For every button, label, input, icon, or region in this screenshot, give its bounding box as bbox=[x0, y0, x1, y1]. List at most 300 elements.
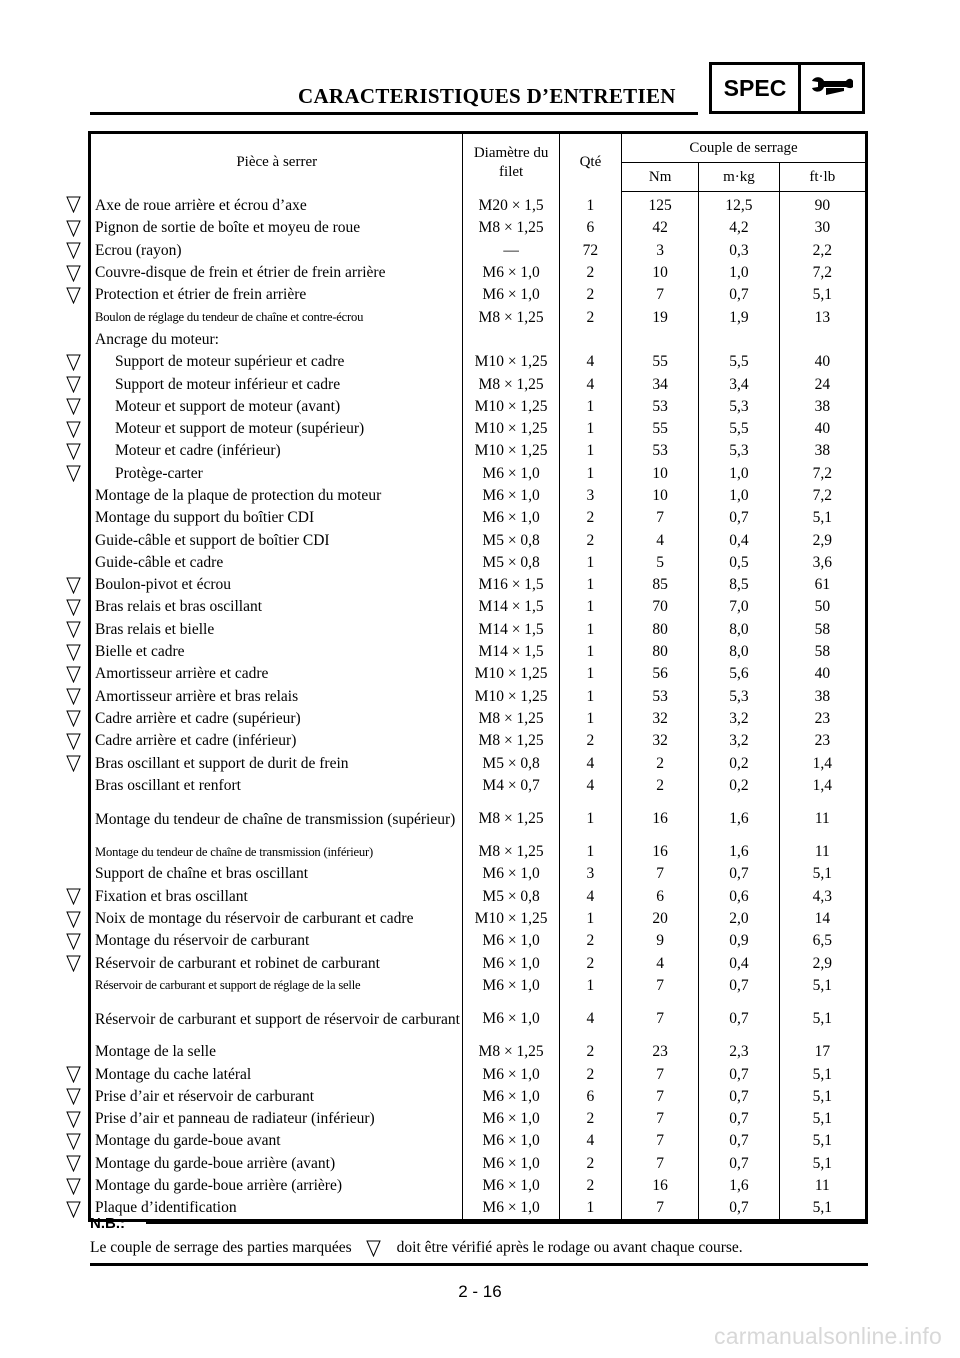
check-triangle-icon bbox=[66, 220, 81, 237]
cell-qty: 4 bbox=[559, 775, 621, 797]
cell-name: Axe de roue arrière et écrou d’axe bbox=[95, 196, 307, 214]
cell-qty: 1 bbox=[559, 663, 621, 685]
cell-qty: 1 bbox=[559, 596, 621, 618]
cell-nm: 7 bbox=[622, 997, 699, 1041]
cell-qty: 3 bbox=[559, 485, 621, 507]
cell-diam: M16 × 1,5 bbox=[463, 574, 559, 596]
cell-qty: 1 bbox=[559, 552, 621, 574]
cell-mkg: 3,2 bbox=[699, 708, 779, 730]
cell-name: Montage du tendeur de chaîne de transmission (supérieur) bbox=[95, 810, 456, 828]
cell-ftlb: 2,2 bbox=[779, 240, 866, 262]
cell-name: Moteur et support de moteur (supérieur) bbox=[115, 420, 365, 438]
table-row bbox=[90, 686, 867, 708]
cell-mkg: 1,6 bbox=[699, 797, 779, 841]
cell-ftlb: 5,1 bbox=[779, 1108, 866, 1130]
table-row bbox=[90, 329, 867, 351]
cell-qty: 2 bbox=[559, 953, 621, 975]
table-row bbox=[90, 953, 867, 975]
cell-nm: 16 bbox=[622, 841, 699, 863]
cell-mkg: 1,6 bbox=[699, 1175, 779, 1197]
cell-qty: 6 bbox=[559, 217, 621, 239]
cell-name: Ecrou (rayon) bbox=[95, 241, 182, 259]
cell-nm: 16 bbox=[622, 1175, 699, 1197]
table-row bbox=[90, 1108, 867, 1130]
cell-name: Moteur et support de moteur (avant) bbox=[115, 397, 341, 415]
cell-name: Montage du tendeur de chaîne de transmission (inférieur) bbox=[95, 844, 374, 859]
cell-nm: 4 bbox=[622, 953, 699, 975]
cell-mkg: 0,7 bbox=[699, 507, 779, 529]
cell-name: Réservoir de carburant et support de réservoir de carburant bbox=[95, 1010, 460, 1028]
cell-diam: M5 × 0,8 bbox=[463, 752, 559, 774]
cell-diam: M8 × 1,25 bbox=[463, 841, 559, 863]
cell-mkg: 3,4 bbox=[699, 373, 779, 395]
cell-nm: 7 bbox=[622, 975, 699, 997]
cell-qty: 1 bbox=[559, 440, 621, 462]
cell-name: Boulon de réglage du tendeur de chaîne et contre-écrou bbox=[95, 310, 364, 325]
cell-name: Couvre-disque de frein et étrier de frein arrière bbox=[95, 264, 386, 282]
cell-diam: M6 × 1,0 bbox=[463, 975, 559, 997]
cell-nm: 3 bbox=[622, 240, 699, 262]
cell-name: Fixation et bras oscillant bbox=[95, 887, 248, 905]
cell-qty: 4 bbox=[559, 886, 621, 908]
cell-mkg: 1,0 bbox=[699, 485, 779, 507]
cell-mkg: 0,9 bbox=[699, 930, 779, 952]
check-triangle-icon bbox=[66, 443, 81, 460]
table-row bbox=[90, 1086, 867, 1108]
cell-mkg: 1,6 bbox=[699, 841, 779, 863]
cell-ftlb: 14 bbox=[779, 908, 866, 930]
check-triangle-icon bbox=[66, 733, 81, 750]
cell-mkg: 0,7 bbox=[699, 1130, 779, 1152]
cell-ftlb: 11 bbox=[779, 841, 866, 863]
header-part: Pièce à serrer bbox=[236, 154, 318, 171]
cell-diam: M14 × 1,5 bbox=[463, 596, 559, 618]
check-triangle-icon bbox=[66, 242, 81, 259]
header-diameter: Diamètre du filet bbox=[463, 133, 559, 192]
table-row bbox=[90, 730, 867, 752]
cell-diam: M8 × 1,25 bbox=[463, 373, 559, 395]
cell-mkg: 8,0 bbox=[699, 619, 779, 641]
cell-diam: M6 × 1,0 bbox=[463, 1130, 559, 1152]
table-row bbox=[90, 507, 867, 529]
cell-ftlb: 38 bbox=[779, 396, 866, 418]
check-triangle-icon bbox=[66, 287, 81, 304]
cell-ftlb: 2,9 bbox=[779, 529, 866, 551]
cell-qty: 1 bbox=[559, 1197, 621, 1221]
cell-ftlb: 3,6 bbox=[779, 552, 866, 574]
cell-qty: 1 bbox=[559, 463, 621, 485]
table-row bbox=[90, 863, 867, 885]
cell-mkg bbox=[699, 329, 779, 351]
cell-qty: 4 bbox=[559, 1130, 621, 1152]
cell-nm: 53 bbox=[622, 686, 699, 708]
cell-mkg: 3,2 bbox=[699, 730, 779, 752]
cell-nm: 7 bbox=[622, 863, 699, 885]
cell-mkg: 0,7 bbox=[699, 1108, 779, 1130]
spec-badge bbox=[709, 62, 865, 114]
header-torque: Couple de serrage bbox=[622, 133, 867, 163]
cell-ftlb: 23 bbox=[779, 730, 866, 752]
spec-label: SPEC bbox=[712, 65, 801, 111]
cell-qty: 1 bbox=[559, 574, 621, 596]
cell-diam: M10 × 1,25 bbox=[463, 418, 559, 440]
cell-ftlb: 7,2 bbox=[779, 262, 866, 284]
cell-name: Prise d’air et réservoir de carburant bbox=[95, 1087, 315, 1105]
check-triangle-icon bbox=[66, 465, 81, 482]
cell-mkg: 0,4 bbox=[699, 953, 779, 975]
watermark: carmanualsonline.info bbox=[714, 1323, 942, 1349]
table-row bbox=[90, 373, 867, 395]
table-row bbox=[90, 1197, 867, 1221]
cell-nm: 34 bbox=[622, 373, 699, 395]
cell-ftlb: 61 bbox=[779, 574, 866, 596]
cell-ftlb: 58 bbox=[779, 641, 866, 663]
cell-ftlb: 38 bbox=[779, 686, 866, 708]
cell-nm bbox=[622, 329, 699, 351]
cell-name: Montage du support du boîtier CDI bbox=[95, 509, 315, 527]
cell-qty: 1 bbox=[559, 708, 621, 730]
cell-nm: 7 bbox=[622, 284, 699, 306]
cell-name: Ancrage du moteur: bbox=[95, 330, 219, 348]
table-row bbox=[90, 217, 867, 239]
cell-name: Guide-câble et support de boîtier CDI bbox=[95, 531, 330, 549]
cell-nm: 10 bbox=[622, 485, 699, 507]
cell-ftlb: 5,1 bbox=[779, 507, 866, 529]
cell-mkg: 4,2 bbox=[699, 217, 779, 239]
table-row bbox=[90, 240, 867, 262]
wrench-icon bbox=[801, 65, 862, 111]
cell-name: Cadre arrière et cadre (inférieur) bbox=[95, 732, 297, 750]
cell-name: Montage du garde-boue arrière (arrière) bbox=[95, 1177, 342, 1195]
cell-ftlb: 40 bbox=[779, 663, 866, 685]
cell-ftlb: 2,9 bbox=[779, 953, 866, 975]
table-row bbox=[90, 886, 867, 908]
cell-ftlb: 1,4 bbox=[779, 752, 866, 774]
cell-nm: 4 bbox=[622, 529, 699, 551]
cell-ftlb: 13 bbox=[779, 306, 866, 328]
cell-qty: 2 bbox=[559, 262, 621, 284]
cell-nm: 7 bbox=[622, 1063, 699, 1085]
cell-name: Bras relais et bielle bbox=[95, 620, 215, 638]
cell-mkg: 5,5 bbox=[699, 418, 779, 440]
cell-diam: M10 × 1,25 bbox=[463, 351, 559, 373]
cell-ftlb: 5,1 bbox=[779, 1063, 866, 1085]
check-triangle-icon bbox=[66, 265, 81, 282]
cell-mkg: 0,5 bbox=[699, 552, 779, 574]
check-triangle-icon bbox=[66, 621, 81, 638]
table-row bbox=[90, 192, 867, 218]
check-triangle-icon bbox=[66, 888, 81, 905]
cell-nm: 42 bbox=[622, 217, 699, 239]
cell-mkg: 5,3 bbox=[699, 440, 779, 462]
cell-nm: 7 bbox=[622, 1086, 699, 1108]
cell-ftlb: 40 bbox=[779, 418, 866, 440]
table-row bbox=[90, 1041, 867, 1063]
cell-diam: M14 × 1,5 bbox=[463, 619, 559, 641]
table-row bbox=[90, 485, 867, 507]
cell-diam: M10 × 1,25 bbox=[463, 908, 559, 930]
check-triangle-icon bbox=[66, 710, 81, 727]
check-triangle-icon bbox=[66, 196, 81, 213]
cell-nm: 19 bbox=[622, 306, 699, 328]
cell-qty: 4 bbox=[559, 752, 621, 774]
cell-ftlb: 6,5 bbox=[779, 930, 866, 952]
cell-name: Montage du garde-boue avant bbox=[95, 1132, 281, 1150]
cell-ftlb: 5,1 bbox=[779, 284, 866, 306]
cell-qty: 2 bbox=[559, 1153, 621, 1175]
cell-diam bbox=[463, 329, 559, 351]
cell-mkg: 0,7 bbox=[699, 1153, 779, 1175]
cell-nm: 23 bbox=[622, 1041, 699, 1063]
table-row bbox=[90, 975, 867, 997]
cell-mkg: 12,5 bbox=[699, 192, 779, 218]
header-qty: Qté bbox=[559, 133, 621, 192]
cell-qty: 2 bbox=[559, 1108, 621, 1130]
cell-mkg: 7,0 bbox=[699, 596, 779, 618]
check-triangle-icon bbox=[366, 1240, 381, 1257]
cell-ftlb: 4,3 bbox=[779, 886, 866, 908]
cell-qty: 6 bbox=[559, 1086, 621, 1108]
table-row bbox=[90, 797, 867, 841]
cell-mkg: 0,7 bbox=[699, 1086, 779, 1108]
table-row bbox=[90, 306, 867, 328]
cell-nm: 6 bbox=[622, 886, 699, 908]
check-triangle-icon bbox=[66, 1066, 81, 1083]
cell-qty: 1 bbox=[559, 641, 621, 663]
check-triangle-icon bbox=[66, 376, 81, 393]
cell-ftlb: 24 bbox=[779, 373, 866, 395]
cell-nm: 55 bbox=[622, 418, 699, 440]
cell-qty: 1 bbox=[559, 619, 621, 641]
cell-qty: 1 bbox=[559, 841, 621, 863]
cell-diam: M6 × 1,0 bbox=[463, 863, 559, 885]
cell-mkg: 8,5 bbox=[699, 574, 779, 596]
check-triangle-icon bbox=[66, 688, 81, 705]
cell-nm: 7 bbox=[622, 507, 699, 529]
cell-nm: 32 bbox=[622, 708, 699, 730]
cell-diam: M6 × 1,0 bbox=[463, 1086, 559, 1108]
cell-nm: 7 bbox=[622, 1108, 699, 1130]
cell-mkg: 0,7 bbox=[699, 863, 779, 885]
table-row bbox=[90, 552, 867, 574]
cell-mkg: 5,6 bbox=[699, 663, 779, 685]
cell-ftlb: 5,1 bbox=[779, 975, 866, 997]
cell-qty: 1 bbox=[559, 192, 621, 218]
cell-name: Cadre arrière et cadre (supérieur) bbox=[95, 709, 301, 727]
header-nm: Nm bbox=[622, 163, 699, 192]
note-text-before: Le couple de serrage des parties marquées bbox=[90, 1239, 352, 1256]
cell-diam: M6 × 1,0 bbox=[463, 930, 559, 952]
check-triangle-icon bbox=[66, 1155, 81, 1172]
table-row bbox=[90, 775, 867, 797]
cell-name: Support de moteur inférieur et cadre bbox=[115, 375, 341, 393]
cell-mkg: 8,0 bbox=[699, 641, 779, 663]
table-row bbox=[90, 1175, 867, 1197]
note-text bbox=[90, 1239, 743, 1257]
check-triangle-icon bbox=[66, 644, 81, 661]
cell-diam: M5 × 0,8 bbox=[463, 529, 559, 551]
note-label: N.B.: bbox=[90, 1215, 125, 1232]
cell-mkg: 5,5 bbox=[699, 351, 779, 373]
cell-diam: M8 × 1,25 bbox=[463, 708, 559, 730]
cell-ftlb: 23 bbox=[779, 708, 866, 730]
cell-ftlb: 38 bbox=[779, 440, 866, 462]
table-row bbox=[90, 641, 867, 663]
check-triangle-icon bbox=[66, 398, 81, 415]
cell-qty: 2 bbox=[559, 284, 621, 306]
cell-mkg: 5,3 bbox=[699, 396, 779, 418]
cell-ftlb: 5,1 bbox=[779, 1153, 866, 1175]
cell-nm: 125 bbox=[622, 192, 699, 218]
cell-ftlb: 5,1 bbox=[779, 1130, 866, 1152]
table-row bbox=[90, 908, 867, 930]
check-triangle-icon bbox=[66, 955, 81, 972]
cell-diam: M6 × 1,0 bbox=[463, 953, 559, 975]
cell-mkg: 1,9 bbox=[699, 306, 779, 328]
cell-name: Réservoir de carburant et robinet de carburant bbox=[95, 954, 380, 972]
check-triangle-icon bbox=[66, 755, 81, 772]
cell-ftlb: 5,1 bbox=[779, 863, 866, 885]
cell-nm: 70 bbox=[622, 596, 699, 618]
table-row bbox=[90, 440, 867, 462]
check-triangle-icon bbox=[66, 1111, 81, 1128]
cell-diam: M5 × 0,8 bbox=[463, 886, 559, 908]
cell-diam: M8 × 1,25 bbox=[463, 217, 559, 239]
cell-mkg: 0,7 bbox=[699, 975, 779, 997]
cell-qty: 2 bbox=[559, 730, 621, 752]
cell-mkg: 0,3 bbox=[699, 240, 779, 262]
table-row bbox=[90, 1153, 867, 1175]
cell-qty: 1 bbox=[559, 418, 621, 440]
table-row bbox=[90, 418, 867, 440]
cell-ftlb: 7,2 bbox=[779, 463, 866, 485]
cell-nm: 80 bbox=[622, 619, 699, 641]
check-triangle-icon bbox=[66, 354, 81, 371]
cell-diam: M8 × 1,25 bbox=[463, 1041, 559, 1063]
cell-ftlb: 5,1 bbox=[779, 997, 866, 1041]
note-text-after: doit être vérifié après le rodage ou avant chaque course. bbox=[396, 1239, 743, 1256]
cell-qty: 4 bbox=[559, 997, 621, 1041]
table-row bbox=[90, 708, 867, 730]
cell-name: Montage de la plaque de protection du moteur bbox=[95, 487, 382, 504]
cell-name: Moteur et cadre (inférieur) bbox=[115, 442, 281, 460]
cell-diam: M5 × 0,8 bbox=[463, 552, 559, 574]
torque-table-body bbox=[90, 192, 867, 1221]
cell-diam: M6 × 1,0 bbox=[463, 262, 559, 284]
cell-nm: 10 bbox=[622, 262, 699, 284]
check-triangle-icon bbox=[66, 1178, 81, 1195]
cell-qty: 2 bbox=[559, 1063, 621, 1085]
cell-diam: M6 × 1,0 bbox=[463, 485, 559, 507]
cell-name: Amortisseur arrière et bras relais bbox=[95, 687, 299, 705]
cell-mkg: 0,7 bbox=[699, 1197, 779, 1221]
cell-nm: 53 bbox=[622, 396, 699, 418]
cell-diam: M6 × 1,0 bbox=[463, 507, 559, 529]
page-title: CARACTERISTIQUES D’ENTRETIEN bbox=[298, 84, 676, 108]
cell-name: Bras relais et bras oscillant bbox=[95, 598, 263, 616]
cell-mkg: 0,6 bbox=[699, 886, 779, 908]
table-row bbox=[90, 663, 867, 685]
torque-table bbox=[88, 131, 868, 1222]
cell-mkg: 5,3 bbox=[699, 686, 779, 708]
cell-mkg: 0,4 bbox=[699, 529, 779, 551]
cell-name: Noix de montage du réservoir de carburant et cadre bbox=[95, 910, 414, 928]
cell-name: Support de chaîne et bras oscillant bbox=[95, 865, 309, 883]
cell-ftlb: 11 bbox=[779, 797, 866, 841]
cell-diam: M20 × 1,5 bbox=[463, 192, 559, 218]
cell-ftlb: 90 bbox=[779, 192, 866, 218]
cell-name: Amortisseur arrière et cadre bbox=[95, 665, 269, 683]
cell-diam: M6 × 1,0 bbox=[463, 284, 559, 306]
cell-qty bbox=[559, 329, 621, 351]
cell-nm: 2 bbox=[622, 775, 699, 797]
cell-diam: M10 × 1,25 bbox=[463, 663, 559, 685]
check-triangle-icon bbox=[66, 911, 81, 928]
check-triangle-icon bbox=[66, 1088, 81, 1105]
cell-nm: 55 bbox=[622, 351, 699, 373]
cell-name: Boulon-pivot et écrou bbox=[95, 576, 232, 594]
cell-qty: 2 bbox=[559, 930, 621, 952]
cell-name: Support de moteur supérieur et cadre bbox=[115, 353, 345, 371]
cell-diam: M6 × 1,0 bbox=[463, 1063, 559, 1085]
cell-nm: 85 bbox=[622, 574, 699, 596]
cell-ftlb: 30 bbox=[779, 217, 866, 239]
check-triangle-icon bbox=[66, 421, 81, 438]
cell-diam: M10 × 1,25 bbox=[463, 396, 559, 418]
cell-name: Pignon de sortie de boîte et moyeu de roue bbox=[95, 219, 361, 237]
cell-nm: 10 bbox=[622, 463, 699, 485]
cell-name: Protège-carter bbox=[115, 464, 203, 482]
table-row bbox=[90, 396, 867, 418]
table-row bbox=[90, 997, 867, 1041]
cell-name: Plaque d’identification bbox=[95, 1199, 237, 1217]
cell-diam: M6 × 1,0 bbox=[463, 997, 559, 1041]
cell-qty: 3 bbox=[559, 863, 621, 885]
cell-diam: M8 × 1,25 bbox=[463, 306, 559, 328]
cell-ftlb: 50 bbox=[779, 596, 866, 618]
cell-qty: 4 bbox=[559, 373, 621, 395]
cell-diam: — bbox=[463, 240, 559, 262]
cell-qty: 2 bbox=[559, 1175, 621, 1197]
cell-diam: M6 × 1,0 bbox=[463, 463, 559, 485]
cell-nm: 5 bbox=[622, 552, 699, 574]
table-row bbox=[90, 930, 867, 952]
cell-ftlb: 5,1 bbox=[779, 1086, 866, 1108]
cell-ftlb: 58 bbox=[779, 619, 866, 641]
cell-qty: 1 bbox=[559, 686, 621, 708]
cell-diam: M4 × 0,7 bbox=[463, 775, 559, 797]
cell-nm: 16 bbox=[622, 797, 699, 841]
cell-mkg: 0,2 bbox=[699, 775, 779, 797]
check-triangle-icon bbox=[66, 1133, 81, 1150]
cell-name: Prise d’air et panneau de radiateur (inférieur) bbox=[95, 1110, 375, 1128]
cell-nm: 7 bbox=[622, 1153, 699, 1175]
cell-name: Bras oscillant et support de durit de frein bbox=[95, 754, 349, 772]
cell-diam: M14 × 1,5 bbox=[463, 641, 559, 663]
cell-ftlb: 1,4 bbox=[779, 775, 866, 797]
cell-mkg: 0,2 bbox=[699, 752, 779, 774]
cell-ftlb: 17 bbox=[779, 1041, 866, 1063]
check-triangle-icon bbox=[66, 577, 81, 594]
note-rule-bottom bbox=[90, 1263, 868, 1266]
cell-qty: 1 bbox=[559, 797, 621, 841]
cell-name: Réservoir de carburant et support de réglage de la selle bbox=[95, 978, 361, 993]
table-row bbox=[90, 841, 867, 863]
cell-name: Montage du réservoir de carburant bbox=[95, 932, 310, 950]
cell-diam: M6 × 1,0 bbox=[463, 1175, 559, 1197]
cell-mkg: 2,3 bbox=[699, 1041, 779, 1063]
table-row bbox=[90, 752, 867, 774]
